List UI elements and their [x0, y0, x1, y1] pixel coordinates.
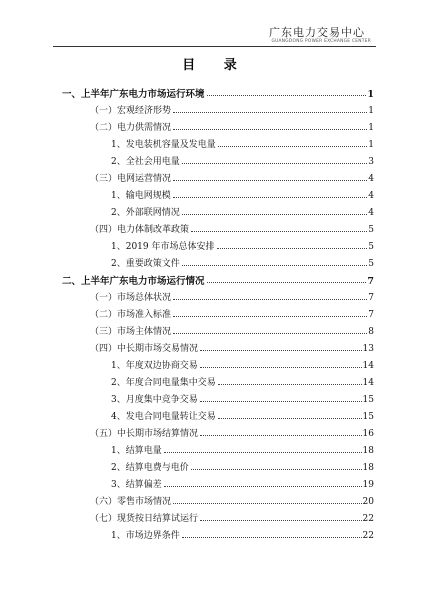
toc-entry[interactable] [0, 239, 431, 253]
dot-leader [218, 146, 368, 147]
toc-entry[interactable] [0, 494, 431, 508]
toc-entry[interactable] [0, 137, 431, 151]
toc-entry-page: 18 [362, 446, 374, 456]
toc-entry[interactable] [0, 375, 431, 389]
toc-entry-page: 1 [367, 89, 374, 100]
toc-entry-label: 二、上半年广东电力市场运行情况 [62, 276, 205, 287]
toc-entry[interactable] [0, 460, 431, 474]
toc-entry-page: 18 [362, 463, 374, 473]
toc-entry-label: 1、2019 年市场总体安排 [111, 242, 215, 252]
toc-entry-label: （六）零售市场情况 [90, 497, 172, 507]
toc-title: 目 录 [182, 58, 249, 73]
toc-entry-label: 2、外部联网情况 [111, 208, 180, 218]
toc-entry-page: 22 [362, 514, 374, 524]
toc-entry-page: 5 [368, 225, 374, 235]
toc-entry[interactable] [0, 511, 431, 525]
dot-leader [182, 163, 368, 164]
toc-entry-page: 1 [368, 106, 374, 116]
toc-entry[interactable] [0, 273, 431, 287]
toc-entry[interactable] [0, 477, 431, 491]
toc-entry[interactable] [0, 103, 431, 117]
dot-leader [200, 367, 362, 368]
dot-leader [218, 418, 362, 419]
toc-entry[interactable] [0, 324, 431, 338]
dot-leader [207, 95, 367, 96]
dot-leader [173, 333, 367, 334]
dot-leader [218, 384, 362, 385]
dot-leader [191, 231, 367, 232]
toc-entry-page: 15 [362, 395, 374, 405]
toc-entry[interactable] [0, 409, 431, 423]
toc-entry-label: （四）中长期市场交易情况 [90, 344, 199, 354]
toc-entry-label: （四）电力体制改革政策 [90, 225, 190, 235]
toc-entry-page: 20 [362, 497, 374, 507]
dot-leader [182, 537, 362, 538]
toc-entry-label: 1、发电装机容量及发电量 [111, 140, 216, 150]
toc-entry-label: 一、上半年广东电力市场运行环境 [62, 89, 205, 100]
toc-entry-page: 22 [362, 531, 374, 541]
toc-entry-label: 3、月度集中竞争交易 [111, 395, 198, 405]
toc-entry-label: （一）市场总体状况 [90, 293, 172, 303]
toc-entry[interactable] [0, 256, 431, 270]
toc-entry[interactable] [0, 86, 431, 100]
dot-leader [182, 214, 368, 215]
toc-entry[interactable] [0, 358, 431, 372]
dot-leader [200, 520, 362, 521]
toc-entry-label: （二）电力供需情况 [90, 123, 172, 133]
toc-entry[interactable] [0, 154, 431, 168]
toc-entry[interactable] [0, 528, 431, 542]
toc-entry[interactable] [0, 426, 431, 440]
toc-entry-page: 4 [368, 191, 374, 201]
dot-leader [173, 180, 367, 181]
dot-leader [191, 469, 362, 470]
dot-leader [173, 299, 367, 300]
dot-leader [207, 282, 367, 283]
dot-leader [173, 316, 367, 317]
toc-entry[interactable] [0, 120, 431, 134]
toc-entry-page: 14 [362, 378, 374, 388]
page-header [0, 0, 431, 48]
dot-leader [173, 197, 368, 198]
toc-entry-page: 8 [368, 327, 374, 337]
dot-leader [164, 486, 362, 487]
toc-entry-page: 4 [368, 174, 374, 184]
toc-entry-page: 1 [368, 140, 374, 150]
dot-leader [173, 129, 367, 130]
header-subtitle: GUANGDONG POWER EXCHANGE CENTER [271, 39, 371, 44]
toc-entry-label: 1、输电网规模 [111, 191, 171, 201]
toc-entry-page: 13 [362, 344, 374, 354]
header-title: 广东电力交易中心 [269, 26, 365, 39]
toc-entry-label: 1、年度双边协商交易 [111, 361, 198, 371]
dot-leader [200, 435, 362, 436]
toc-entry-label: （三）电网运营情况 [90, 174, 172, 184]
toc-entry-page: 16 [362, 429, 374, 439]
dot-leader [173, 503, 362, 504]
toc-entry-label: （二）市场准入标准 [90, 310, 172, 320]
toc-entry-label: （五）中长期市场结算情况 [90, 429, 199, 439]
toc-entry[interactable] [0, 205, 431, 219]
toc-entry-page: 7 [367, 276, 374, 287]
toc-entry[interactable] [0, 443, 431, 457]
toc-entry[interactable] [0, 222, 431, 236]
dot-leader [217, 248, 368, 249]
toc-entry-page: 3 [368, 157, 374, 167]
toc-entry-page: 7 [368, 293, 374, 303]
toc-entry-page: 15 [362, 412, 374, 422]
toc-entry[interactable] [0, 341, 431, 355]
dot-leader [200, 401, 362, 402]
dot-leader [200, 350, 362, 351]
dot-leader [182, 265, 368, 266]
toc-entry-label: 1、结算电量 [111, 446, 162, 456]
toc-entry-label: （七）现货按日结算试运行 [90, 514, 199, 524]
toc-entry-page: 5 [368, 259, 374, 269]
toc-entry[interactable] [0, 188, 431, 202]
toc-entry-label: 2、结算电费与电价 [111, 463, 189, 473]
dot-leader [173, 112, 367, 113]
toc-entry-label: 4、发电合同电量转让交易 [111, 412, 216, 422]
toc-entry-page: 14 [362, 361, 374, 371]
toc-entry[interactable] [0, 392, 431, 406]
toc-entry-label: （一）宏观经济形势 [90, 106, 172, 116]
toc-entry[interactable] [0, 307, 431, 321]
toc-entry-label: 3、结算偏差 [111, 480, 162, 490]
toc-entry-label: 2、重要政策文件 [111, 259, 180, 269]
toc-entry-page: 1 [368, 123, 374, 133]
dot-leader [164, 452, 362, 453]
toc-entry-label: （三）市场主体情况 [90, 327, 172, 337]
toc-entry-label: 2、年度合同电量集中交易 [111, 378, 216, 388]
toc-entry-label: 2、全社会用电量 [111, 157, 180, 167]
toc-entry-page: 4 [368, 208, 374, 218]
toc-entry[interactable] [0, 290, 431, 304]
toc-entry-label: 1、市场边界条件 [111, 531, 180, 541]
toc-entry[interactable] [0, 171, 431, 185]
header-divider [53, 46, 376, 47]
toc-entry-page: 5 [368, 242, 374, 252]
toc-entry-page: 19 [362, 480, 374, 490]
toc-entry-page: 7 [368, 310, 374, 320]
